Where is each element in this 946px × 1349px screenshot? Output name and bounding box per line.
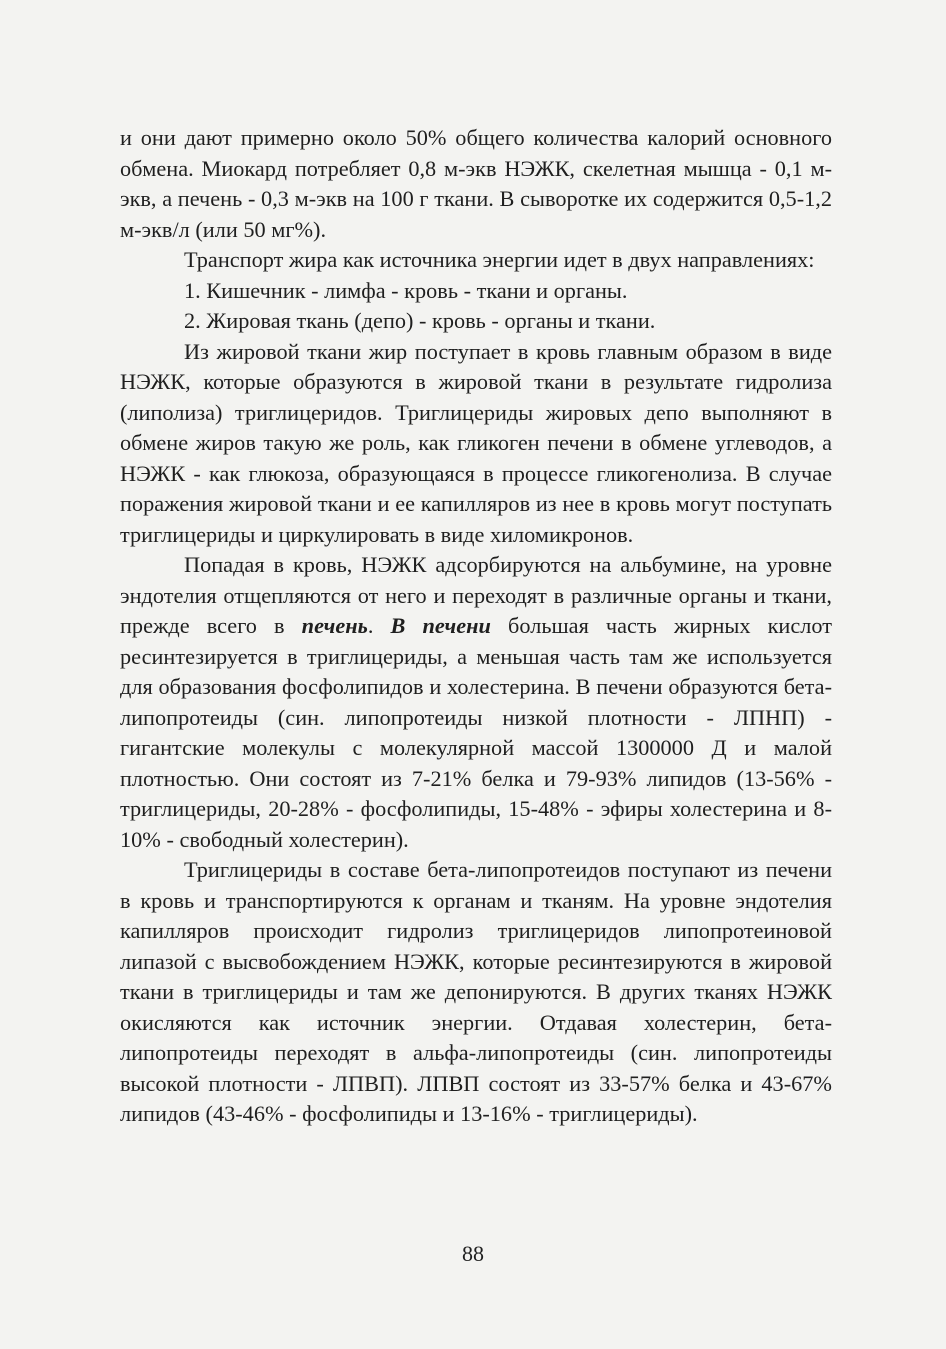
paragraph-4 [120,550,832,855]
text-column [120,123,832,1130]
list-item-2-text: 2. Жировая ткань (депо) - кровь - органы и ткани. [184,308,656,333]
paragraph-5 [120,855,832,1130]
emphasis-in-liver: В печени [390,613,491,638]
list-item-1 [120,276,832,307]
paragraph-5-text: Триглицериды в составе бета-липопротеидов поступают из печени в кровь и транспортируются к органам и тканям. На уровне эндотелия капилляров происходит гидролиз триглицеридов липопротеиновой липазой с высвобождением НЭЖК, которые ресинтезируются в жировой ткани в триглицериды и там же депонируются. В других тканях НЭЖК окисляются как источник энергии. Отдавая холестерин, бета-липопротеиды переходят в альфа-липопротеиды (син. липопротеиды высокой плотности - ЛПВП). ЛПВП состоят из 33-57% белка и 43-67% липидов (43-46% - фосфолипиды и 13-16% - триглицериды). [120,857,832,1126]
list-item-1-text: 1. Кишечник - лимфа - кровь - ткани и органы. [184,277,628,303]
paragraph-2-text: Транспорт жира как источника энергии идет в двух направлениях: [184,247,815,272]
list-item-2 [120,306,832,337]
page-number: 88 [462,1241,484,1266]
paragraph-3 [120,337,832,551]
paragraph-1 [120,123,832,245]
emphasis-liver: печень [301,613,368,638]
paragraph-3-text: Из жировой ткани жир поступает в кровь главным образом в виде НЭЖК, которые образуются в жировой ткани в результате гидролиза (липолиза) триглицеридов. Триглицериды жировых депо выполняют в обмене жиров такую же роль, как гликоген печени в обмене углеводов, а НЭЖК - как глюкоза, образующаяся в процессе гликогенолиза. В случае поражения жировой ткани и ее капилляров из нее в кровь могут поступать триглицериды и циркулировать в виде хиломикронов. [120,338,832,547]
paragraph-4-text-a: Попадая в кровь, НЭЖК адсорбируются на альбумине, на уровне эндотелия отщепляются от него и переходят в различные органы и ткани, прежде всего в [120,552,832,638]
paragraph-1-text: и они дают примерно около 50% общего количества калорий основного обмена. Миокард потребляет 0,8 м-экв НЭЖК, скелетная мышца - 0,1 м-экв, а печень - 0,3 м-экв на 100 г ткани. В сыворотке их содержится 0,5-1,2 м-экв/л (или 50 мг%). [120,125,832,242]
paragraph-2 [120,245,832,276]
paragraph-4-text-b: . [367,613,391,638]
paragraph-4-text-c: большая часть жирных кислот ресинтезируется в триглицериды, а меньшая часть там же используется для образования фосфолипидов и холестерина. В печени образуются бета-липопротеиды (син. липопротеиды низкой плотности - ЛПНП) - гигантские молекулы с молекулярной массой 1300000 Д и малой плотностью. Они состоят из 7-21% белка и 79-93% липидов (13-56% - триглицериды, 20-28% - фосфолипиды, 15-48% - эфиры холестерина и 8-10% - свободный холестерин). [120,613,832,852]
